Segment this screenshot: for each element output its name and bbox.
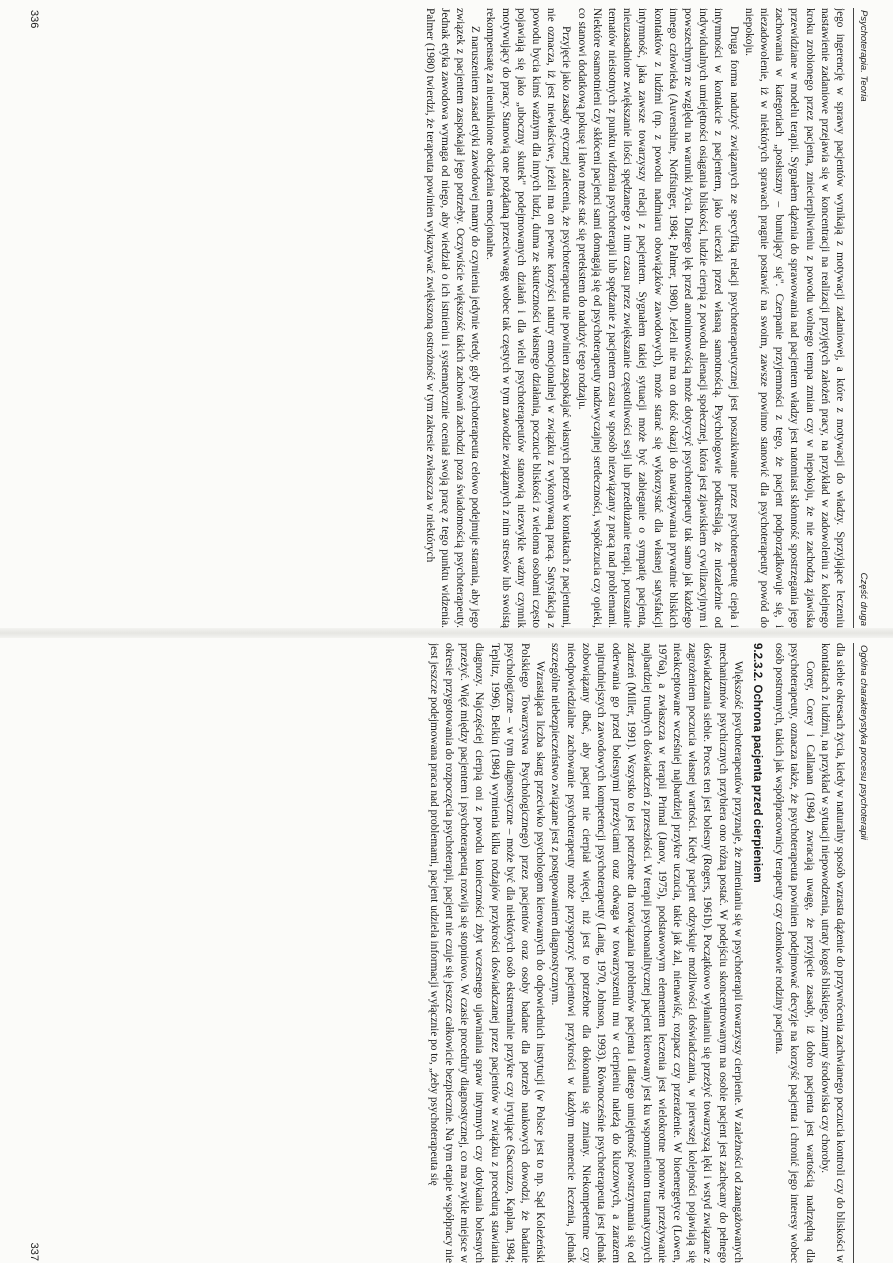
page-number: 337 xyxy=(28,1242,41,1261)
page-337 xyxy=(18,643,868,1263)
running-header-title: Psychoterapia. Teoria xyxy=(858,10,870,102)
running-header-title: Ogólna charakterystyka procesu psychoterapii xyxy=(858,645,870,840)
paragraph: dla siebie okresach życia, kiedy w naturalny sposób wzrasta dążenie do przywrócenia zachwianego poczucia kontroli czy do bliskości w kontaktach z ludźmi, na przykład w sytuacji niepowodzenia, utraty kogoś bliskiego, zmiany środowiska czy choroby. xyxy=(818,643,846,1263)
book-gutter xyxy=(0,628,893,638)
page-body xyxy=(57,8,847,628)
page-336 xyxy=(18,8,868,628)
paragraph: Corey, Corey i Callanan (1984) zwracają uwagę, że przyjęcie zasady, iż dobro pacjenta jest wartością nadrzędną dla psychoterapeuty, oznacza także, że psychoterapeuta powinien podejmować decyzje na korzyść pacjenta i chronić jego interesy wobec osób postronnych, takich jak współpracownicy terapeuty czy członkowie rodziny pacjenta. xyxy=(773,643,816,1263)
page-number: 336 xyxy=(28,10,41,29)
running-header-part: Część druga xyxy=(858,572,870,626)
section-heading: 9.2.3.2. Ochrona pacjenta przed cierpieniem xyxy=(750,643,763,883)
paragraph: Większość psychoterapeutów przyznaje, że zmienianiu się w psychoterapii towarzyszy cierpienie. W zależności od zaangażowanych mechanizmów psychicznych przybiera ono różną postać. W podejściu skoncentrowanym na osobie pacjent jest zachęcany do pełnego doświadczania siebie. Proces ten jest bolesny (Rogers, 1961b). Początkowo wyłanianiu się przeżyć towarzyszą lęki i wstyd związane z zagrożeniem poczucia własnej wartości. Kiedy pacjent odzyskuje możliwości doświadczania, w pierwszej kolejności pojawiają się nieakceptowane wcześniej najbardziej przykre uczucia, takie jak żal, nienawiść, rozpacz czy przerażenie. W bioenergetyce (Lowen, 1976a), a zwłaszcza w terapii Primal (Janov, 1975), podstawowym elementem leczenia jest wielokrotne ponowne przeżywanie najbardziej trudnych doświadczeń z przeszłości. W terapii psychoanalitycznej pacjent kierowany jest ku wspomnieniom traumatycznych zdarzeń (Miller, 1991). Wszystko to jest potrzebne dla rozwiązania problemów pacjenta i dlatego umiejętność powstrzymania się od oderwania go przed bolesnymi przeżyciami oraz odwaga w towarzyszeniu mu w cierpieniu należą do kluczowych, a zarazem najtrudniejszych zawodowych kompetencji psychoterapeuty (Laing, 1970, Johnson, 1993). Równocześnie psychoterapeuta jest jednak zobowiązany dbać, aby pacjent nie cierpiał więcej, niż jest to potrzebne dla dokonania się zmiany. Niekompetentne czy nieodpowiedzialne zachowanie psychoterapeuty może przysporzyć pacjentowi przykrości w każdym momencie leczenia, jednak szczególne niebezpieczeństwo związane jest z postępowaniem diagnostycznym. xyxy=(549,643,744,1263)
paragraph: Druga forma nadużyć związanych ze specyfiką relacji psychoterapeutycznej jest poszukiwanie przez psychoterapeutę ciepła i intymności w kontakcie z pacjentem, jako ucieczki przed własną samotnością. Psychologowie podkreślają, że niezależnie od indywidualnych umiejętności osiągania bliskości, ludzie cierpią z powodu alienacji społecznej, która jest zjawiskiem cywilizacyjnym i powszechnym ze względu na warunki życia. Dlatego lęk przed anonimowością może dotyczyć psychoterapeuty tak samo jak każdego innego człowieka (Auvenshine, Noffsinger, 1984; Palmer, 1980). Jeżeli nie ma on dość okazji do nawiązywania prywatnie bliskich kontaktów z ludźmi (np. z powodu nadmiaru obowiązków zawodowych), może starać się wykorzystać dla własnej satysfakcji intymność, jaka zawsze towarzyszy relacji z pacjentem. Sygnałem takiej sytuacji może być zabieganie o sympatię pacjenta, nieuzasadnione zwiększanie ilości spędzanego z nim czasu przez zwiększanie częstotliwości sesji lub przedłużanie terapii, poruszanie tematów nieistotnych z punktu widzenia psychoterapii lub spędzanie z pacjentem czasu w sposób niezwiązany z pracą nad problemami. Niektóre osamotnieni czy skłóceni pacjenci sami domagają się od psychoterapeuty nadzwyczajnej serdeczności, współczucia czy opieki, co stanowi dodatkową pokusę i łatwo może stać się pretekstem do nadużyć tego rodzaju. xyxy=(575,8,740,628)
paragraph: jego ingerencję w sprawy pacjentów wynikają z motywacji zadaniowej, a które z motywacji do władzy. Sprzyjające leczeniu nastawienie zadaniowe przejawia się w koncentracji na realizacji przyjętych założeń pracy, na przykład w zadowoleniu z kolejnego kroku zrobionego przez pacjenta, zniecierpliwieniu z powodu wolnego tempa zmian czy w niepokoju, że nie zachodzą zjawiska przewidziane w modelu terapii. Sygnałem dążenia do sprawowania nad pacjentem władzy jest natomiast skłonność spostrzegania jego zachowania w kategoriach „posłuszny – buntujący się". Czerpanie przyjemności z tego, że pacjent podporządkowuje się, i niezadowolenie, iż w niektórych sprawach pragnie postawić na swoim, zawsze powinno stanowić dla psychoterapeuty powód do niepokoju. xyxy=(742,8,846,628)
paragraph: Z naruszeniem zasad etyki zawodowej mamy do czynienia jedynie wtedy, gdy psychoterapeuta celowo podejmuje starania, aby jego związek z pacjentem zaspokajał jego potrzeby. Oczywiście większość takich zachowań zachodzi poza świadomością psychoterapeuty. Jednak etyka zawodowa wymaga od niego, aby wiedział o ich istnieniu i systematycznie oceniał swoją pracę z tego punktu widzenia. Palmer (1980) twierdzi, że terapeuta powinien wykazywać zwiększoną ostrożność w tym zakresie zwłaszcza w niektórych xyxy=(423,8,482,628)
paragraph: Wzrastająca liczba skarg przeciwko psychologom kierowanych do odpowiednich instytucji (w Polsce jest to np. Sąd Koleżeński Polskiego Towarzystwa Psychologicznego) przez pacjentów oraz osoby badane dla potrzeb naukowych dowodzi, że badanie psychologiczne – w tym diagnostyczne – może być dla niektórych osób ekstremalnie przykre czy irytujące (Saccuzzo, Kaplan, 1984; Teplitz, 1996). Belkin (1984) wymienia kilka rodzajów przykrości doświadczanej przez pacjentów w związku z procedurą stawiania diagnozy. Najczęściej cierpią oni z powodu konieczności zbyt wczesnego ujawniania spraw intymnych czy dotykania bolesnych przeżyć. Więź między pacjentem i psychoterapeutą rozwija się stopniowo. W czasie procedury diagnostycznej, co ma zwykle miejsce w okresie przygotowania do rozpoczęcia psychoterapii, pacjent nie czuje się jeszcze całkowicie bezpiecznie. Na tym etapie współpracy nie jest jeszcze podejmowana praca nad problemami, pacjent udziela informacji wyłącznie po to, „żeby psychoterapeuta się xyxy=(427,643,547,1263)
running-header xyxy=(853,643,868,1263)
paragraph: Przyjęcie jako zasady etycznej zalecenia, że psychoterapeuta nie powinien zaspokajać własnych potrzeb w kontaktach z pacjentami, nie oznacza, iż jest niewłaściwe, jeżeli ma on pewne korzyści natury emocjonalnej w związku z wykonywaną pracą. Satysfakcja z powodu bycia kimś ważnym dla innych ludzi, duma ze skuteczności własnego działania, poczucie bliskości z wieloma osobami często pojawiają się jako „uboczny skutek" podejmowanych działań i dla wielu psychoterapeutów stanowią niezwykle ważny czynnik motywujący do pracy. Stanowią one pożądaną przeciwwagę wobec tak częstych w tym zawodzie związanych z nim stresów lub swoistą rekompensatę za nieuniknione obciążenia emocjonalne. xyxy=(484,8,573,628)
running-header xyxy=(853,8,868,628)
page-body xyxy=(57,643,847,1263)
